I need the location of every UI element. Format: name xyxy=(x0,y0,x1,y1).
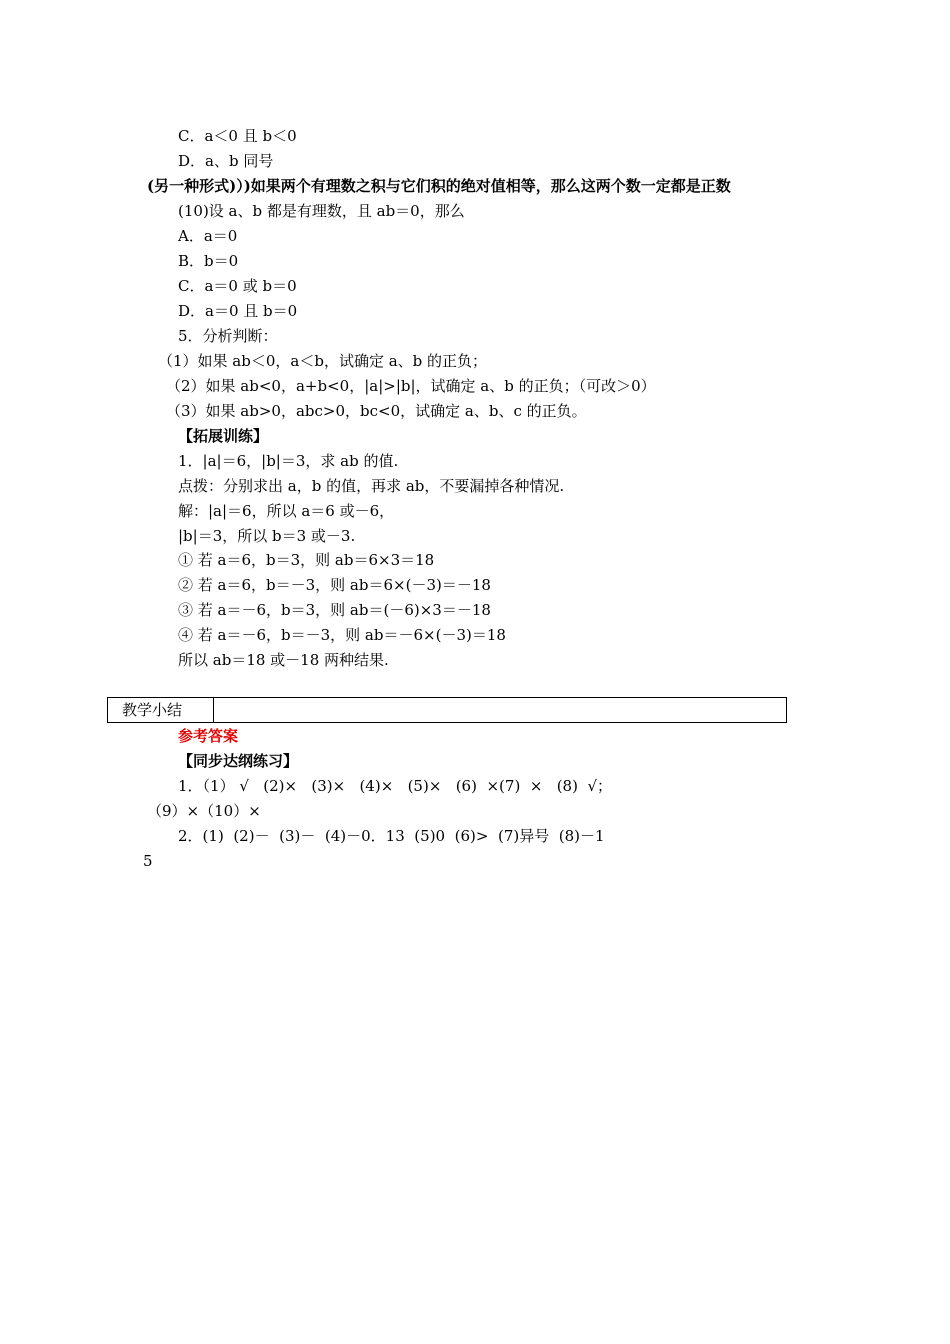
conclusion: 所以 ab＝18 或－18 两种结果. xyxy=(178,651,389,669)
case-4: ④ 若 a＝－6，b＝－3，则 ab＝－6×(－3)＝18 xyxy=(178,626,506,644)
option-d: D．a、b 同号 xyxy=(178,152,274,170)
q10-option-d: D．a＝0 且 b＝0 xyxy=(178,302,298,320)
judgement-1: （1）如果 ab＜0，a＜b，试确定 a、b 的正负； xyxy=(158,352,488,370)
extension-question-1: 1．|a|＝6，|b|＝3，求 ab 的值. xyxy=(178,452,399,470)
judgement-3: （3）如果 ab>0，abc>0，bc<0，试确定 a、b、c 的正负。 xyxy=(166,402,587,420)
answers-part-2: 2．(1) (2)－ (3)－ (4)－0．13 (5)0 (6)> (7)异号 (8)－1 xyxy=(178,827,605,845)
q10-option-a: A．a＝0 xyxy=(178,227,238,245)
sync-practice-heading: 【同步达纲练习】 xyxy=(178,752,299,770)
hint: 点拨：分别求出 a，b 的值，再求 ab，不要漏掉各种情况. xyxy=(178,477,565,495)
judgement-2: （2）如果 ab<0，a+b<0，|a|>|b|，试确定 a、b 的正负；（可改＞0） xyxy=(166,377,656,395)
answer-key-heading: 参考答案 xyxy=(178,727,239,745)
solution-line-1: 解：|a|＝6，所以 a＝6 或－6， xyxy=(178,502,395,520)
page-number: 5 xyxy=(143,852,153,870)
solution-line-2: |b|＝3，所以 b＝3 或－3. xyxy=(178,527,356,545)
summary-label: 教学小结 xyxy=(108,698,214,722)
option-c: C．a＜0 且 b＜0 xyxy=(178,127,297,145)
answers-part-1-cont: （9）×（10）× xyxy=(147,802,261,820)
case-2: ② 若 a＝6，b＝－3，则 ab＝6×(－3)＝－18 xyxy=(178,576,491,594)
question-10: (10)设 a、b 都是有理数，且 ab＝0，那么 xyxy=(178,202,465,220)
extension-heading: 【拓展训练】 xyxy=(178,427,269,445)
q10-option-b: B．b＝0 xyxy=(178,252,239,270)
summary-value xyxy=(214,698,786,722)
summary-table xyxy=(107,697,787,723)
q10-option-c: C．a＝0 或 b＝0 xyxy=(178,277,297,295)
section-5-heading: 5．分析判断： xyxy=(178,327,278,345)
alt-form-heading: (另一种形式)）)如果两个有理数之积与它们积的绝对值相等，那么这两个数一定都是正数 xyxy=(147,177,731,195)
answers-part-1: 1．（1） √ (2)× (3)× (4)× (5)× (6) ×(7) × (8) √； xyxy=(178,777,613,795)
case-1: ① 若 a＝6，b＝3，则 ab＝6×3＝18 xyxy=(178,551,435,569)
case-3: ③ 若 a＝－6，b＝3，则 ab＝(－6)×3＝－18 xyxy=(178,601,491,619)
